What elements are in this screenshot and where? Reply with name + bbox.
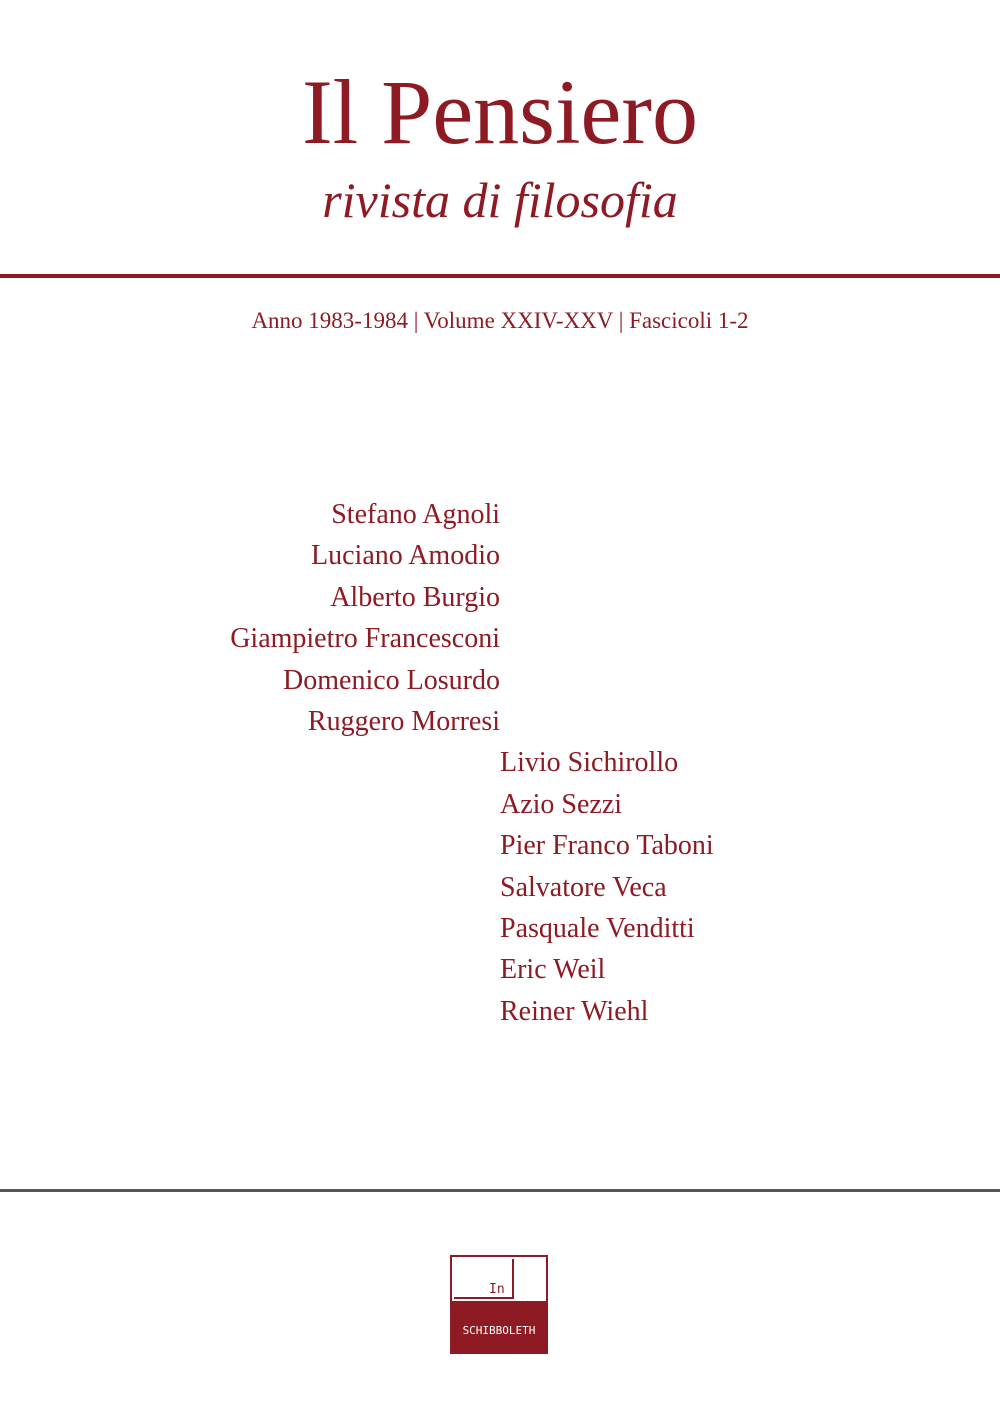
logo-publisher-name: SCHIBBOLETH [462,1324,536,1337]
logo-prefix: In [489,1282,505,1297]
author-name: Eric Weil [500,954,606,986]
author-name: Luciano Amodio [311,540,500,572]
author-list [0,494,1000,1032]
author-name: Reiner Wiehl [500,995,649,1027]
journal-subtitle: rivista di filosofia [322,172,678,228]
author-name: Azio Sezzi [500,788,623,820]
publisher-logo [450,1255,548,1354]
author-name: Ruggero Morresi [307,705,500,737]
top-divider [0,274,1000,278]
issue-info: Anno 1983-1984 | Volume XXIV-XXV | Fascicoli 1-2 [251,308,749,333]
author-name: Livio Sichirollo [500,747,679,779]
author-name: Pier Franco Taboni [500,830,714,862]
author-name: Stefano Agnoli [331,499,500,530]
author-name: Giampietro Francesconi [230,623,500,655]
journal-title: Il Pensiero [301,61,699,163]
author-name: Alberto Burgio [330,581,500,613]
author-name: Domenico Losurdo [283,664,500,696]
author-name: Pasquale Venditti [500,912,695,944]
bottom-divider [0,1189,1000,1192]
author-name: Salvatore Veca [500,871,667,903]
